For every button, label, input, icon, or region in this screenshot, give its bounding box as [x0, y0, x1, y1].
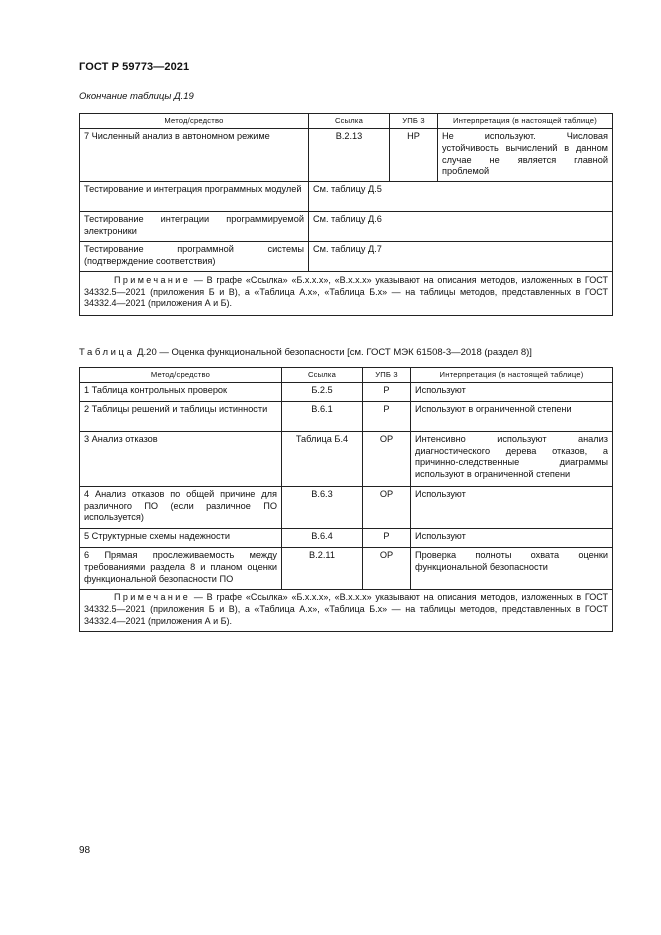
cell-interp: Используют в ограниченной степени [411, 401, 613, 431]
cell-method: 7 Численный анализ в автономном режиме [80, 129, 309, 182]
cell-interp: Проверка полноты охвата оценки функциональной безопасности [411, 547, 613, 589]
table-row [80, 486, 613, 528]
caption-label: Таблица [79, 347, 135, 358]
note-label: Примечание [114, 592, 191, 603]
table2-header-row [80, 368, 613, 383]
cell-method: 5 Структурные схемы надежности [80, 529, 282, 548]
cell-ref: См. таблицу Д.5 [309, 182, 613, 212]
cell-ref: В.6.1 [282, 401, 363, 431]
table-row [80, 182, 613, 212]
table-row [80, 431, 613, 486]
table1-caption: Окончание таблицы Д.19 [79, 91, 194, 102]
col-header-interp: Интерпретация (в настоящей таблице) [411, 368, 613, 383]
table2-note [80, 590, 613, 632]
cell-interp: Используют [411, 383, 613, 402]
cell-method: 4 Анализ отказов по общей причине для различного ПО (если различное ПО используется) [80, 486, 282, 528]
col-header-ref: Ссылка [309, 114, 390, 129]
cell-method: Тестирование интеграции программируемой электроники [80, 212, 309, 242]
col-header-upb: УПБ 3 [390, 114, 438, 129]
table1-header-row [80, 114, 613, 129]
cell-method: 6 Прямая прослеживаемость между требованиями раздела 8 и планом оценки функциональной безопасности ПО [80, 547, 282, 589]
page-number: 98 [79, 845, 91, 856]
cell-ref: Б.2.5 [282, 383, 363, 402]
table1-note-row [80, 272, 613, 316]
cell-interp: Интенсивно используют анализ диагностического дерева отказов, а причинно-следственные диаграммы используют в ограниченной степени [411, 431, 613, 486]
cell-upb: Р [363, 383, 411, 402]
cell-upb: Р [363, 401, 411, 431]
note-label: Примечание [114, 275, 191, 286]
table-row [80, 547, 613, 589]
table-row [80, 401, 613, 431]
table-row [80, 529, 613, 548]
cell-ref: См. таблицу Д.6 [309, 212, 613, 242]
col-header-method: Метод/средство [80, 114, 309, 129]
cell-method: Тестирование и интеграция программных модулей [80, 182, 309, 212]
cell-interp: Используют [411, 486, 613, 528]
cell-upb: ОР [363, 547, 411, 589]
cell-ref: В.2.13 [309, 129, 390, 182]
table1-note [80, 272, 613, 316]
table1 [79, 113, 613, 316]
cell-method: 3 Анализ отказов [80, 431, 282, 486]
table-row [80, 212, 613, 242]
cell-method: 2 Таблицы решений и таблицы истинности [80, 401, 282, 431]
document-header: ГОСТ Р 59773—2021 [79, 61, 190, 73]
cell-upb: ОР [363, 486, 411, 528]
col-header-upb: УПБ 3 [363, 368, 411, 383]
cell-method: Тестирование программной системы (подтверждение соответствия) [80, 242, 309, 272]
cell-ref: В.6.3 [282, 486, 363, 528]
table2 [79, 367, 613, 632]
cell-ref: Таблица Б.4 [282, 431, 363, 486]
cell-ref: В.6.4 [282, 529, 363, 548]
cell-method: 1 Таблица контрольных проверок [80, 383, 282, 402]
note-text: — В графе «Ссылка» «Б.х.х.х», «В.х.х.х» указывают на описания методов, изложенных в ГОСТ 34332.5—2021 (приложения Б и В), а «Таблица А.х», «Таблица Б.х» — на таблицы методов, представленных в ГОСТ 34332.4—2021 (приложения А и Б). [84, 275, 608, 309]
col-header-ref: Ссылка [282, 368, 363, 383]
cell-interp: Используют [411, 529, 613, 548]
caption-text: Д.20 — Оценка функциональной безопасности [см. ГОСТ МЭК 61508-3—2018 (раздел 8)] [134, 347, 532, 358]
cell-ref: См. таблицу Д.7 [309, 242, 613, 272]
table-row [80, 242, 613, 272]
note-text: — В графе «Ссылка» «Б.х.х.х», «В.х.х.х» указывают на описания методов, изложенных в ГОСТ 34332.5—2021 (приложения Б и В), а «Таблица А.х», «Таблица Б.х» — на таблицы методов, представленных в ГОСТ 34332.4—2021 (приложения А и Б). [84, 592, 608, 626]
cell-upb: Р [363, 529, 411, 548]
table-row [80, 383, 613, 402]
table2-caption [79, 347, 532, 358]
table2-note-row [80, 590, 613, 632]
cell-upb: ОР [363, 431, 411, 486]
cell-ref: В.2.11 [282, 547, 363, 589]
table-row [80, 129, 613, 182]
cell-upb: HP [390, 129, 438, 182]
cell-interp: Не используют. Числовая устойчивость вычислений в данном случае не является главной проблемой [438, 129, 613, 182]
col-header-method: Метод/средство [80, 368, 282, 383]
col-header-interp: Интерпретация (в настоящей таблице) [438, 114, 613, 129]
